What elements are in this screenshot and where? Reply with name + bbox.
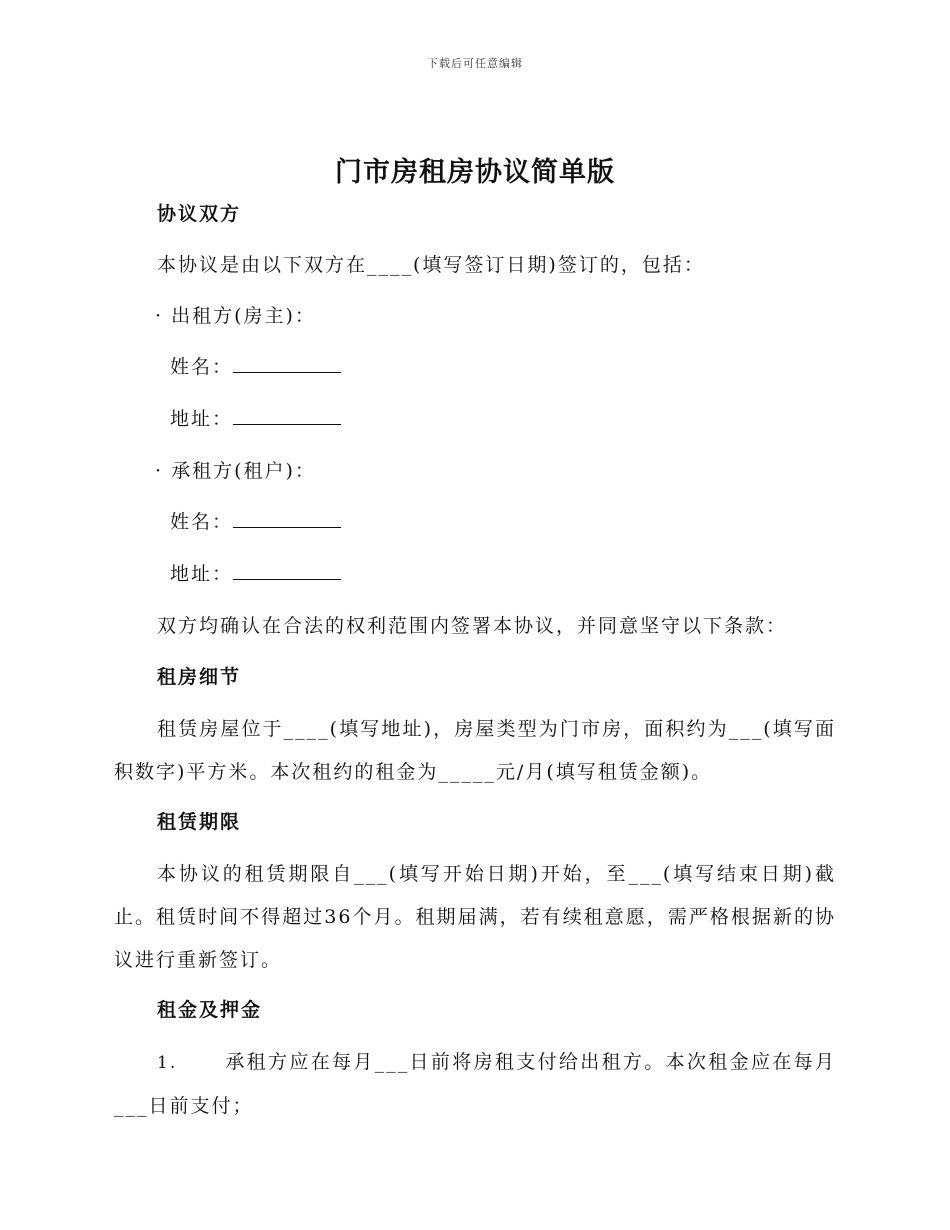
- landlord-label: · 出租方(房主)：: [155, 305, 316, 327]
- document-title: 门市房租房协议简单版: [335, 157, 615, 188]
- landlord-address-blank: [233, 402, 341, 425]
- agreement-statement: 双方均确认在合法的权利范围内签署本协议，并同意坚守以下条款：: [157, 615, 788, 637]
- tenant-address-label: 地址：: [170, 563, 234, 585]
- section-heading-parties: 协议双方: [157, 203, 242, 225]
- tenant-label: · 承租方(租户)：: [155, 460, 316, 482]
- payment-item-1: [114, 1041, 836, 1128]
- item-text: 承租方应在每月___日前将房租支付给出租方。本次租金应在每月___日前支付；: [114, 1051, 836, 1117]
- intro-paragraph: 本协议是由以下双方在____(填写签订日期)签订的，包括：: [157, 254, 705, 276]
- header-note: 下载后可任意编辑: [427, 57, 523, 70]
- tenant-address-blank: [233, 557, 341, 580]
- rental-details-paragraph: 租赁房屋位于____(填写地址)，房屋类型为门市房，面积约为___(填写面积数字)平方米。本次租约的租金为_____元/月(填写租赁金额)。: [114, 718, 836, 783]
- landlord-name-label: 姓名：: [170, 356, 234, 378]
- tenant-name-label: 姓名：: [170, 511, 234, 533]
- document-body: [114, 194, 836, 1128]
- landlord-name-field: [114, 347, 836, 399]
- section-heading-deposit: 租金及押金: [157, 999, 263, 1021]
- landlord-address-field: [114, 399, 836, 451]
- item-number: 1.: [157, 1053, 178, 1073]
- tenant-name-field: [114, 502, 836, 554]
- tenant-address-field: [114, 554, 836, 606]
- landlord-name-blank: [233, 350, 341, 373]
- landlord-address-label: 地址：: [170, 408, 234, 430]
- section-heading-term: 租赁期限: [157, 811, 242, 833]
- section-heading-rental: 租房细节: [157, 666, 242, 688]
- lease-term-paragraph: 本协议的租赁期限自___(填写开始日期)开始，至___(填写结束日期)截止。租赁时间不得超过36个月。租期届满，若有续租意愿，需严格根据新的协议进行重新签订。: [114, 863, 836, 971]
- tenant-name-blank: [233, 505, 341, 528]
